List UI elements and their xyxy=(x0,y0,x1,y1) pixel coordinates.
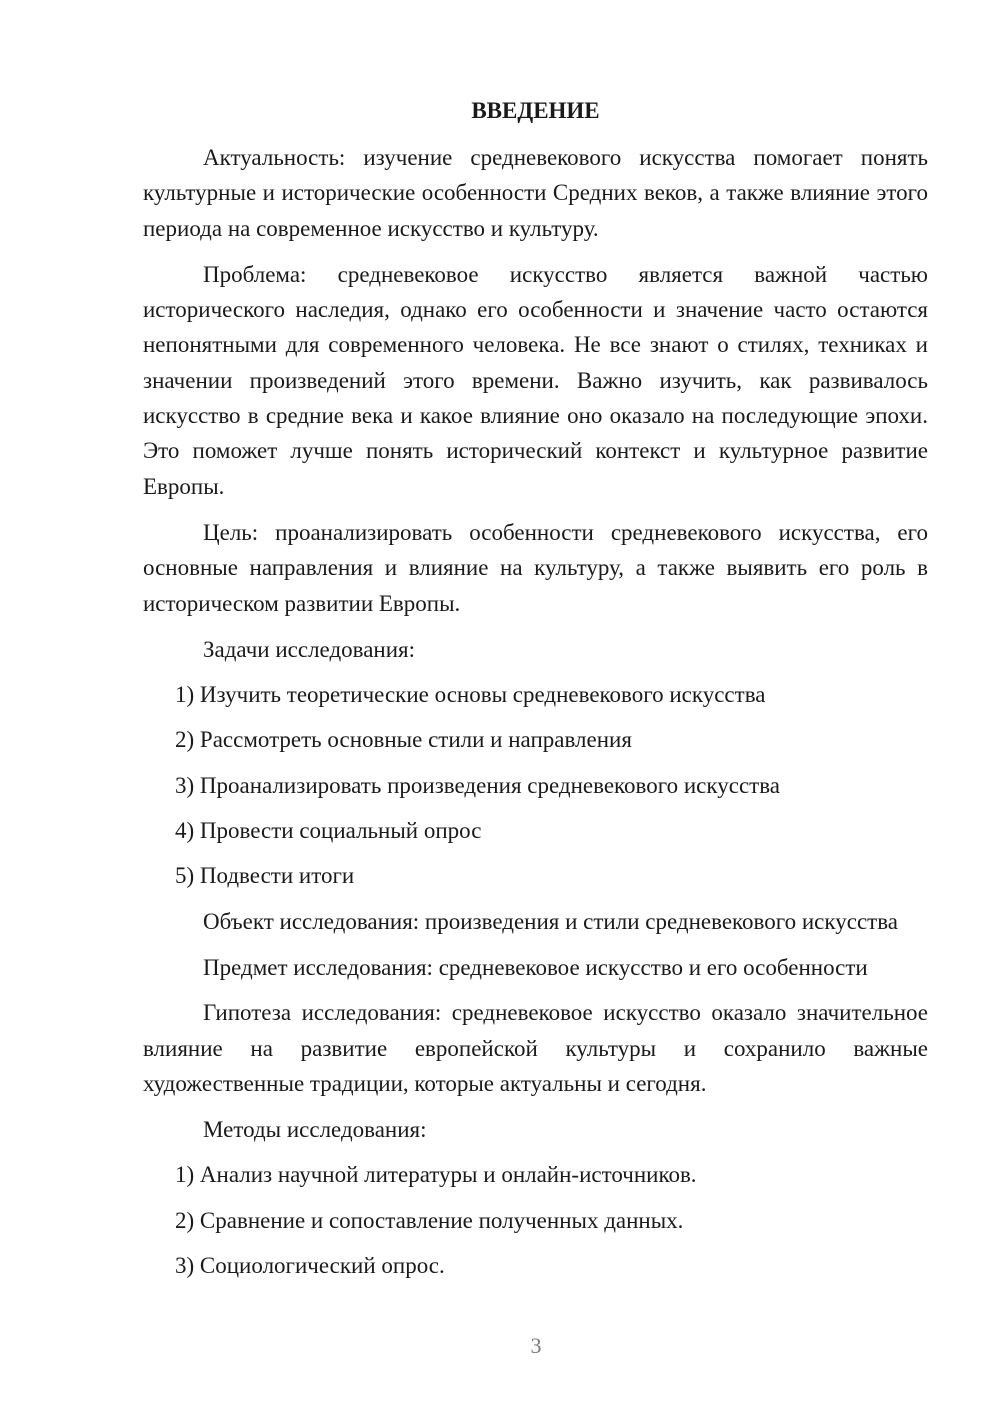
methods-list xyxy=(143,1157,928,1283)
task-item: 1) Изучить теоретические основы средневекового искусства xyxy=(175,682,766,708)
task-item: 5) Подвести итоги xyxy=(175,863,355,889)
page-number: 3 xyxy=(530,1333,542,1358)
section-title: ВВЕДЕНИЕ xyxy=(471,98,600,123)
task-item: 4) Провести социальный опрос xyxy=(175,818,482,844)
document-body xyxy=(143,96,928,1293)
tasks-heading: Задачи исследования: xyxy=(203,636,416,662)
hypothesis-paragraph: Гипотеза исследования: средневековое искусство оказало значительное влияние на развитие европейской культуры и сохранило важные художественные традиции, которые актуальны и сегодня. xyxy=(143,1000,928,1096)
method-item: 3) Социологический опрос. xyxy=(175,1253,445,1279)
object-paragraph: Объект исследования: произведения и стили средневекового искусства xyxy=(203,908,898,934)
task-item: 2) Рассмотреть основные стили и направления xyxy=(175,727,632,753)
method-item: 1) Анализ научной литературы и онлайн-источников. xyxy=(175,1162,697,1188)
subject-paragraph: Предмет исследования: средневековое искусство и его особенности xyxy=(203,954,868,980)
task-item: 3) Проанализировать произведения средневекового искусства xyxy=(175,772,780,798)
methods-heading: Методы исследования: xyxy=(203,1117,427,1143)
tasks-list xyxy=(143,677,928,893)
relevance-paragraph: Актуальность: изучение средневекового искусства помогает понять культурные и исторические особенности Средних веков, а также влияние этого периода на современное искусство и культуру. xyxy=(143,145,928,241)
goal-paragraph: Цель: проанализировать особенности средневекового искусства, его основные направления и влияние на культуру, а также выявить его роль в историческом развитии Европы. xyxy=(143,519,928,616)
problem-paragraph: Проблема: средневековое искусство является важной частью исторического наследия, однако его особенности и значение часто остаются непонятными для современного человека. Не все знают о стилях, техниках и значении произведений этого времени. Важно изучить, как развивалось искусство в средние века и какое влияние оно оказало на последующие эпохи. Это поможет лучше понять исторический контекст и культурное развитие Европы. xyxy=(143,261,928,499)
method-item: 2) Сравнение и сопоставление полученных данных. xyxy=(175,1207,684,1233)
